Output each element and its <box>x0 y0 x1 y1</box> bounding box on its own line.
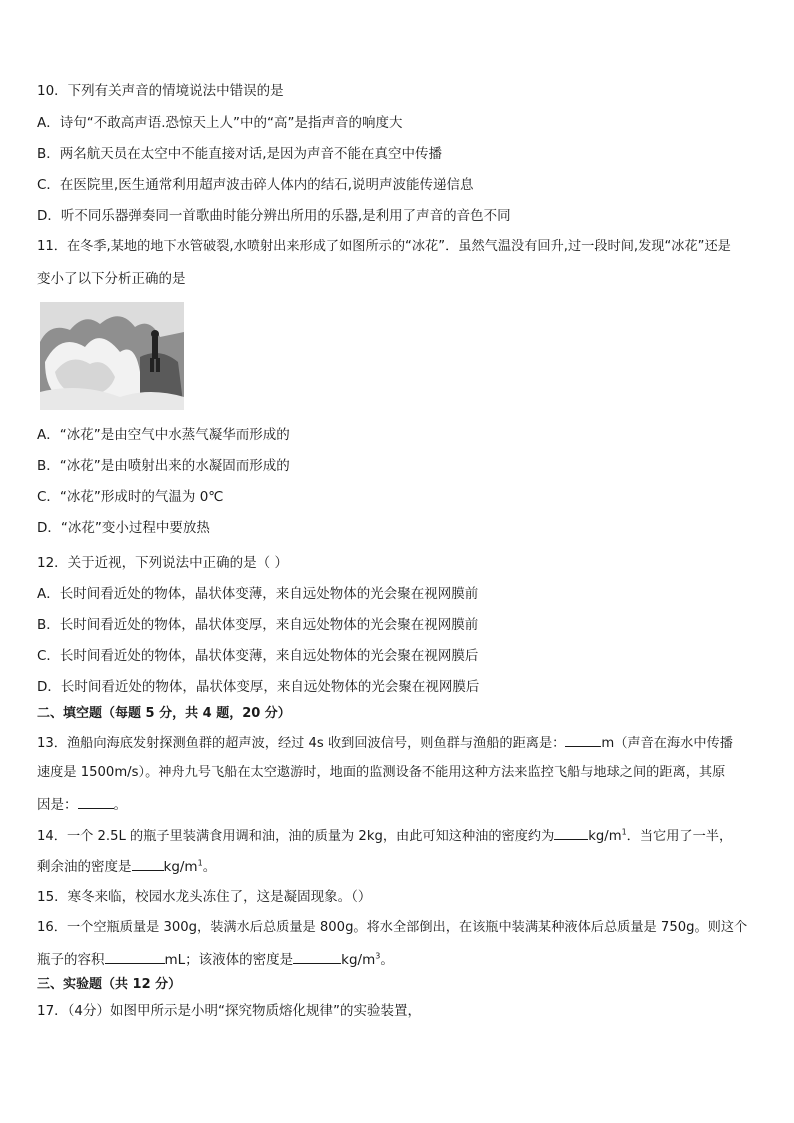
q14-unit-1-exp: 1 <box>621 827 627 837</box>
q16-blank-1 <box>105 950 165 964</box>
q12-option-a: A．长时间看近处的物体，晶状体变薄，来自远处物体的光会聚在视网膜前 <box>37 586 479 602</box>
q14-unit-1: kg/m <box>588 829 622 844</box>
q12-option-b: B．长时间看近处的物体，晶状体变厚，来自远处物体的光会聚在视网膜前 <box>37 617 479 633</box>
q13-blank-2 <box>78 795 114 809</box>
q14-text-4: 。 <box>202 859 217 875</box>
q16-text-1: 瓶子的容积 <box>37 952 105 968</box>
q15-text: 15．寒冬来临，校园水龙头冻住了，这是凝固现象。（） <box>37 889 372 905</box>
q14-blank-1 <box>554 826 588 840</box>
q13-text-2: m（声音在海水中传播 <box>601 736 733 751</box>
q13-text-1: 13．渔船向海底发射探测鱼群的超声波，经过 4s 收到回波信号，则鱼群与渔船的距离是： <box>37 736 566 751</box>
q16-line2 <box>37 950 394 969</box>
q10-option-b: B．两名航天员在太空中不能直接对话,是因为声音不能在真空中传播 <box>37 146 443 162</box>
q16-blank-2 <box>293 950 341 964</box>
q12-stem: 12．关于近视，下列说法中正确的是（ ） <box>37 555 288 571</box>
q17-text: 17．（4分）如图甲所示是小明“探究物质熔化规律”的实验装置， <box>37 1003 422 1019</box>
q10-option-c: C．在医院里,医生通常利用超声波击碎人体内的结石,说明声波能传递信息 <box>37 177 474 193</box>
q12-option-d: D．长时间看近处的物体，晶状体变厚，来自远处物体的光会聚在视网膜后 <box>37 679 480 695</box>
q11-stem-line2: 变小了以下分析正确的是 <box>37 271 186 287</box>
q10-option-d: D．听不同乐器弹奏同一首歌曲时能分辨出所用的乐器,是利用了声音的音色不同 <box>37 208 511 224</box>
q14-blank-2 <box>132 857 164 871</box>
q14-text-1: 14．一个 2.5L 的瓶子里装满食用调和油，油的质量为 2kg，由此可知这种油的密度约为 <box>37 829 555 844</box>
q16-unit: kg/m <box>341 952 376 968</box>
q11-option-b: B．“冰花”是由喷射出来的水凝固而形成的 <box>37 458 290 474</box>
q14-line2 <box>37 857 216 876</box>
q16-text-3: 。 <box>380 952 394 968</box>
q16-text-2: mL；该液体的密度是 <box>164 952 294 968</box>
section-fill-in-title: 二、填空题（每题 5 分，共 4 题，20 分） <box>37 706 291 721</box>
q14-text-3: 剩余油的密度是 <box>37 859 132 875</box>
q10-stem: 10．下列有关声音的情境说法中错误的是 <box>37 83 284 99</box>
q13-line2: 速度是 1500m/s）。神舟九号飞船在太空遨游时，地面的监测设备不能用这种方法来监控飞船与地球之间的距离，其原 <box>37 765 726 780</box>
q11-option-d: D．“冰花”变小过程中要放热 <box>37 520 210 536</box>
q11-option-a: A．“冰花”是由空气中水蒸气凝华而形成的 <box>37 427 290 443</box>
q13-blank-1 <box>565 733 601 747</box>
q16-unit-exp: 3 <box>375 951 381 961</box>
q14-unit-2-exp: 1 <box>197 858 203 868</box>
q11-stem-line1: 11．在冬季,某地的地下水管破裂,水喷射出来形成了如图所示的“冰花”．虽然气温没有回升,过一段时间,发现“冰花”还是 <box>37 239 731 254</box>
q14-unit-2: kg/m <box>163 859 198 875</box>
section-experiment-title: 三、实验题（共 12 分） <box>37 977 182 992</box>
q10-option-a: A．诗句“不敢高声语.恐惊天上人”中的“高”是指声音的响度大 <box>37 115 403 131</box>
q13-line1 <box>37 733 733 753</box>
q13-text-3: 因是： <box>37 797 78 813</box>
q13-line3 <box>37 795 127 814</box>
q16-line1: 16．一个空瓶质量是 300g，装满水后总质量是 800g。将水全部倒出，在该瓶中装满某种液体后总质量是 750g。则这个 <box>37 920 748 935</box>
q13-text-4: 。 <box>113 797 127 813</box>
q12-option-c: C．长时间看近处的物体，晶状体变薄，来自远处物体的光会聚在视网膜后 <box>37 648 479 664</box>
q11-option-c: C．“冰花”形成时的气温为 0℃ <box>37 489 224 505</box>
q14-text-2: ．当它用了一半， <box>626 829 733 844</box>
q14-line1 <box>37 826 732 846</box>
ice-flower-photo <box>40 302 184 410</box>
